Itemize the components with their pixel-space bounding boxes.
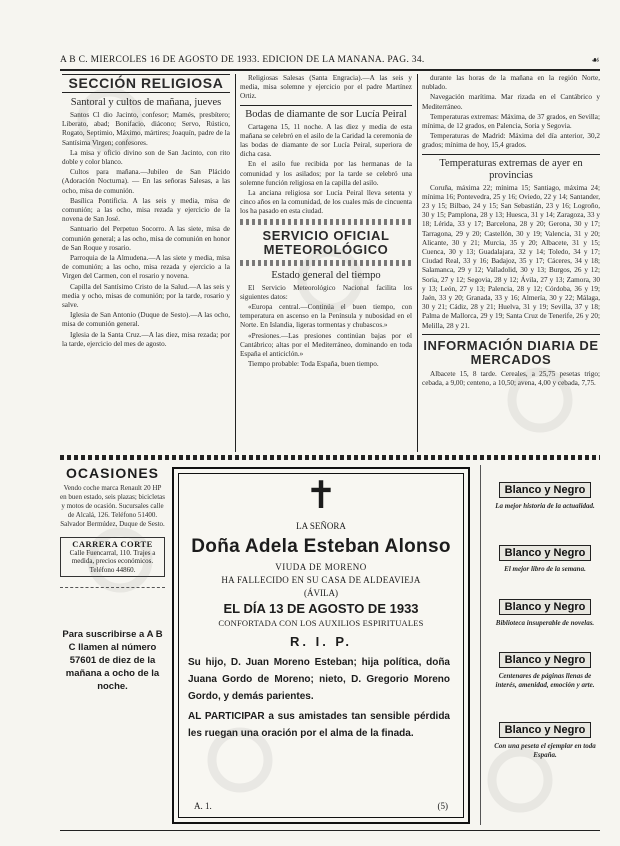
obituary-viuda: VIUDA DE MORENO: [275, 562, 367, 572]
article-para: «Europa central.—Continúa el buen tiempo, con temperatura en ascenso en la Península y nubosidad en el Norte. En Islandia, ligeras tormentas y chubascos.»: [240, 303, 412, 330]
article-para: Religiosas Salesas (Santa Engracia).—A las seis y media, misa solemne y ejercicio por el padre Martínez Ortiz.: [240, 74, 412, 101]
article-para: durante las horas de la mañana en la región Norte, nublado.: [422, 74, 600, 92]
blanco-negro-ad: [490, 543, 600, 574]
blanco-negro-ad: [490, 597, 600, 628]
article-para: Navegación marítima. Mar rizada en el Cantábrico y Mediterráneo.: [422, 93, 600, 111]
ad-caption: Biblioteca insuperable de novelas.: [495, 619, 595, 627]
column-temperaturas: [422, 74, 600, 452]
obituary-rip: R. I. P.: [289, 634, 353, 649]
header-mark: ☙: [591, 56, 600, 66]
obituary-lugar: (ÁVILA): [304, 588, 338, 598]
corte-text: Calle Fuencarral, 110. Trajes a medida, precios económicos. Teléfono 44860.: [69, 548, 156, 574]
ad-caption: Con una peseta el ejemplar en toda España.: [494, 742, 596, 759]
obituary-confortada: CONFORTADA CON LOS AUXILIOS ESPIRITUALES: [218, 618, 424, 628]
corte-title: CARRERA CORTE: [72, 539, 153, 549]
article-para: Temperaturas extremas: Máxima, de 37 grados, en Sevilla; mínima, de 12 grados, en Palencia, Soria y Segovia.: [422, 112, 600, 131]
article-para: Santos Cl dio Jacinto, confesor; Mamés, presbítero; Liberato, abad; Bonifacio, diácono; Servo, Rústico, Rogato, Septimio, Máximo, mártires; Joaquín, padre de la Santísima Virgen; confesores.: [62, 111, 230, 147]
article-para: Tiempo probable: Toda España, buen tiempo.: [248, 360, 379, 369]
obituary-body-2: AL PARTICIPAR a sus amistades tan sensible pérdida les ruegan una oración por el alma de la finada.: [188, 711, 450, 739]
header-text: A B C. MIÉRCOLES 16 DE AGOSTO DE 1933. EDICIÓN DE LA MAÑANA. PAG. 34.: [60, 55, 425, 65]
ornament-rule: [240, 219, 412, 225]
obituary-foot-right: (5): [437, 801, 448, 811]
ad-caption: El mejor libro de la semana.: [504, 565, 586, 573]
divider: [422, 154, 600, 155]
article-para: Iglesia de la Santa Cruz.—A las diez, misa rezada; por la tarde, ejercicio del mes de agosto.: [62, 330, 230, 348]
santoral-title: Santoral y cultos de mañana, jueves: [70, 97, 222, 108]
ocasiones-body: Vendo coche marca Renault 20 HP en buen estado, seis plazas; bicicletas y motos de ocasión. Sucursales calle de Alcalá, 126. Teléfono 51400. Salvador Bermúdez, Duque de Sesto.: [60, 484, 165, 528]
article-para: El Servicio Meteorológico Nacional facilita los siguientes datos:: [240, 283, 412, 301]
obituary-body: Su hijo, D. Juan Moreno Esteban; hija política, doña Juana Gordo de Moreno; nieto, D. Gregorio Moreno Gordo, y demás parientes.: [188, 657, 450, 702]
article-para: La anciana religiosa sor Lucía Peiral lleva setenta y cinco años en la comunidad, de los cuales más de cincuenta los ha pasado en esta ciudad.: [240, 189, 412, 216]
article-para: Albacete 15, 8 tarde. Cereales, a 25,75 pesetas trigo; cebada, a 9,00; centeno, a 10,50; avena, 4,00 y cebada, 7,75.: [422, 369, 600, 388]
obituary-fallecido: HA FALLECIDO EN SU CASA DE ALDEAVIEJA: [221, 575, 421, 585]
section-title: SECCIÓN RELIGIOSA: [68, 75, 224, 91]
temp-title: Temperaturas extremas de ayer en provincias: [439, 157, 583, 181]
ad-caption: Centenares de páginas llenas de interés, amenidad, emoción y arte.: [495, 672, 595, 689]
subscribe-ad: Para suscribirse a A B C llamen al número 57601 de diez de la mañana a ocho de la noche.: [62, 629, 163, 692]
obituary-name: Doña Adela Esteban Alonso: [191, 536, 451, 557]
ornament-rule: [240, 260, 412, 266]
blanco-negro-logo: Blanco y Negro: [499, 599, 592, 615]
page-header: [60, 55, 600, 69]
column-rule: [235, 74, 236, 452]
article-para: Cartagena 15, 11 noche. A las diez y media de esta mañana se celebró en el asilo de la Caridad la ceremonia de las bodas de diamante de sor Lucía Peiral, superiora de dicha casa.: [240, 122, 412, 159]
divider: [422, 334, 600, 335]
article-para: Capilla del Santísimo Cristo de la Salud.—A las seis y media y ocho, misas de comunión; por la tarde, rosario y salve.: [62, 282, 230, 310]
temp-text: Coruña, máxima 22; mínima 15; Santiago, máxima 24; mínima 16; Pontevedra, 25 y 16; Oviedo, 22 y 14; Santander, 23 y 15; Bilbao, 24 y 15; San Sebastián, 23 y 16; Logroño, 30 y 15; Pamplona, 28 y 13; Huesca, 31 y 14; Zaragoza, 33 y 18; Lérida, 33 y 17; Barcelona, 28 y 20; Gerona, 30 y 17; Tarragona, 29 y 20; Castellón, 30 y 19; Valencia, 31 y 20; Alicante, 30 y 21; Murcia, 35 y 20; Albacete, 31 y 15; Cuenca, 30 y 13; Guadalajara, 32 y 14; Toledo, 34 y 17; Ciudad Real, 33 y 16; Badajoz, 35 y 17; Cáceres, 34 y 18; Salamanca, 29 y 12; Valladolid, 30 y 13; Burgos, 26 y 12; Soria, 27 y 12; Segovia, 28 y 12; Ávila, 27 y 13; Zamora, 30 y 13; León, 27 y 13; Palencia, 28 y 12; Córdoba, 36 y 19; Jaén, 33 y 20; Granada, 33 y 16; Almería, 30 y 22; Málaga, 30 y 21; Cádiz, 28 y 21; Huelva, 31 y 19; Sevilla, 37 y 18; Palma de Mallorca, 29 y 19; Santa Cruz de Tenerife, 26 y 20; Melilla, 28 y 21.: [422, 183, 600, 330]
blanco-negro-logo: Blanco y Negro: [499, 652, 592, 668]
blanco-negro-logo: Blanco y Negro: [499, 482, 592, 498]
divider: [240, 105, 412, 106]
header-rule: [60, 69, 600, 71]
servicio-title: SERVICIO OFICIAL METEOROLÓGICO: [262, 227, 390, 257]
obituary-foot-left: A. 1.: [194, 801, 212, 811]
ads-separator: [60, 455, 600, 460]
obituary-notice: [172, 467, 470, 824]
article-para: Parroquia de la Almudena.—A las siete y media, misa de comunión; a las ocho, misa rezada y ejercicio a la Virgen del Carmen, con el rosario y novena.: [62, 254, 230, 281]
column-meteo: [240, 74, 412, 452]
article-para: Santuario del Perpetuo Socorro. A las siete, misa de comunión general; a las ocho, misa de comunión en honor de San Roque y rosario.: [62, 225, 230, 252]
info-mercados-title: INFORMACIÓN DIARIA DE MERCADOS: [423, 337, 599, 367]
article-para: Basílica Pontificia. A las seis y media, misa de comunión; a las ocho, misa rezada y ejercicio de la novena de San José.: [62, 196, 230, 224]
divider: [60, 587, 165, 588]
blanco-negro-ad: [490, 720, 600, 760]
article-para: En el asilo fue recibida por las hermanas de la comunidad y los asilados; por la tarde se celebró una solemne función religiosa en la capilla del asilo.: [240, 160, 412, 187]
column-rule: [480, 465, 481, 825]
article-para: «Presiones.—Las presiones continúan bajas por el Cantábrico; altas por el Mediterráneo, dominando en toda España el anticiclón.»: [240, 331, 412, 359]
bodas-title: Bodas de diamante de sor Lucía Peiral: [245, 108, 407, 120]
blanco-negro-logo: Blanco y Negro: [499, 545, 592, 561]
cross-icon: ✝: [305, 473, 337, 517]
blanco-negro-ad: [490, 480, 600, 511]
ad-caption: La mejor historia de la actualidad.: [495, 502, 595, 510]
blanco-negro-ad: [490, 650, 600, 690]
footer-rule: [60, 830, 600, 831]
estado-title: Estado general del tiempo: [271, 269, 381, 281]
corte-ad: [60, 537, 165, 577]
column-religiosa: [62, 74, 230, 452]
article-para: La misa y oficio divino son de San Jacinto, con rito doble y color blanco.: [62, 148, 230, 167]
classifieds-column: [60, 465, 165, 825]
column-rule: [417, 74, 418, 452]
article-para: Iglesia de San Antonio (Duque de Sesto).—A las ocho, misa de comunión general.: [62, 311, 230, 329]
article-para: Temperaturas de Madrid: Máxima del día anterior, 30,2 grados; mínima de hoy, 15,4 grados.: [422, 132, 600, 150]
obituary-fecha: EL DÍA 13 DE AGOSTO DE 1933: [223, 601, 419, 616]
ocasiones-title: OCASIONES: [65, 465, 159, 481]
blanco-negro-logo: Blanco y Negro: [499, 722, 592, 738]
article-para: Cultos para mañana.—Jubileo de San Plácido (Adoración Nocturna). — En las señoras Salesas, a las ocho, misa de comunión.: [62, 168, 230, 195]
obituary-la-senora: LA SEÑORA: [296, 521, 346, 531]
